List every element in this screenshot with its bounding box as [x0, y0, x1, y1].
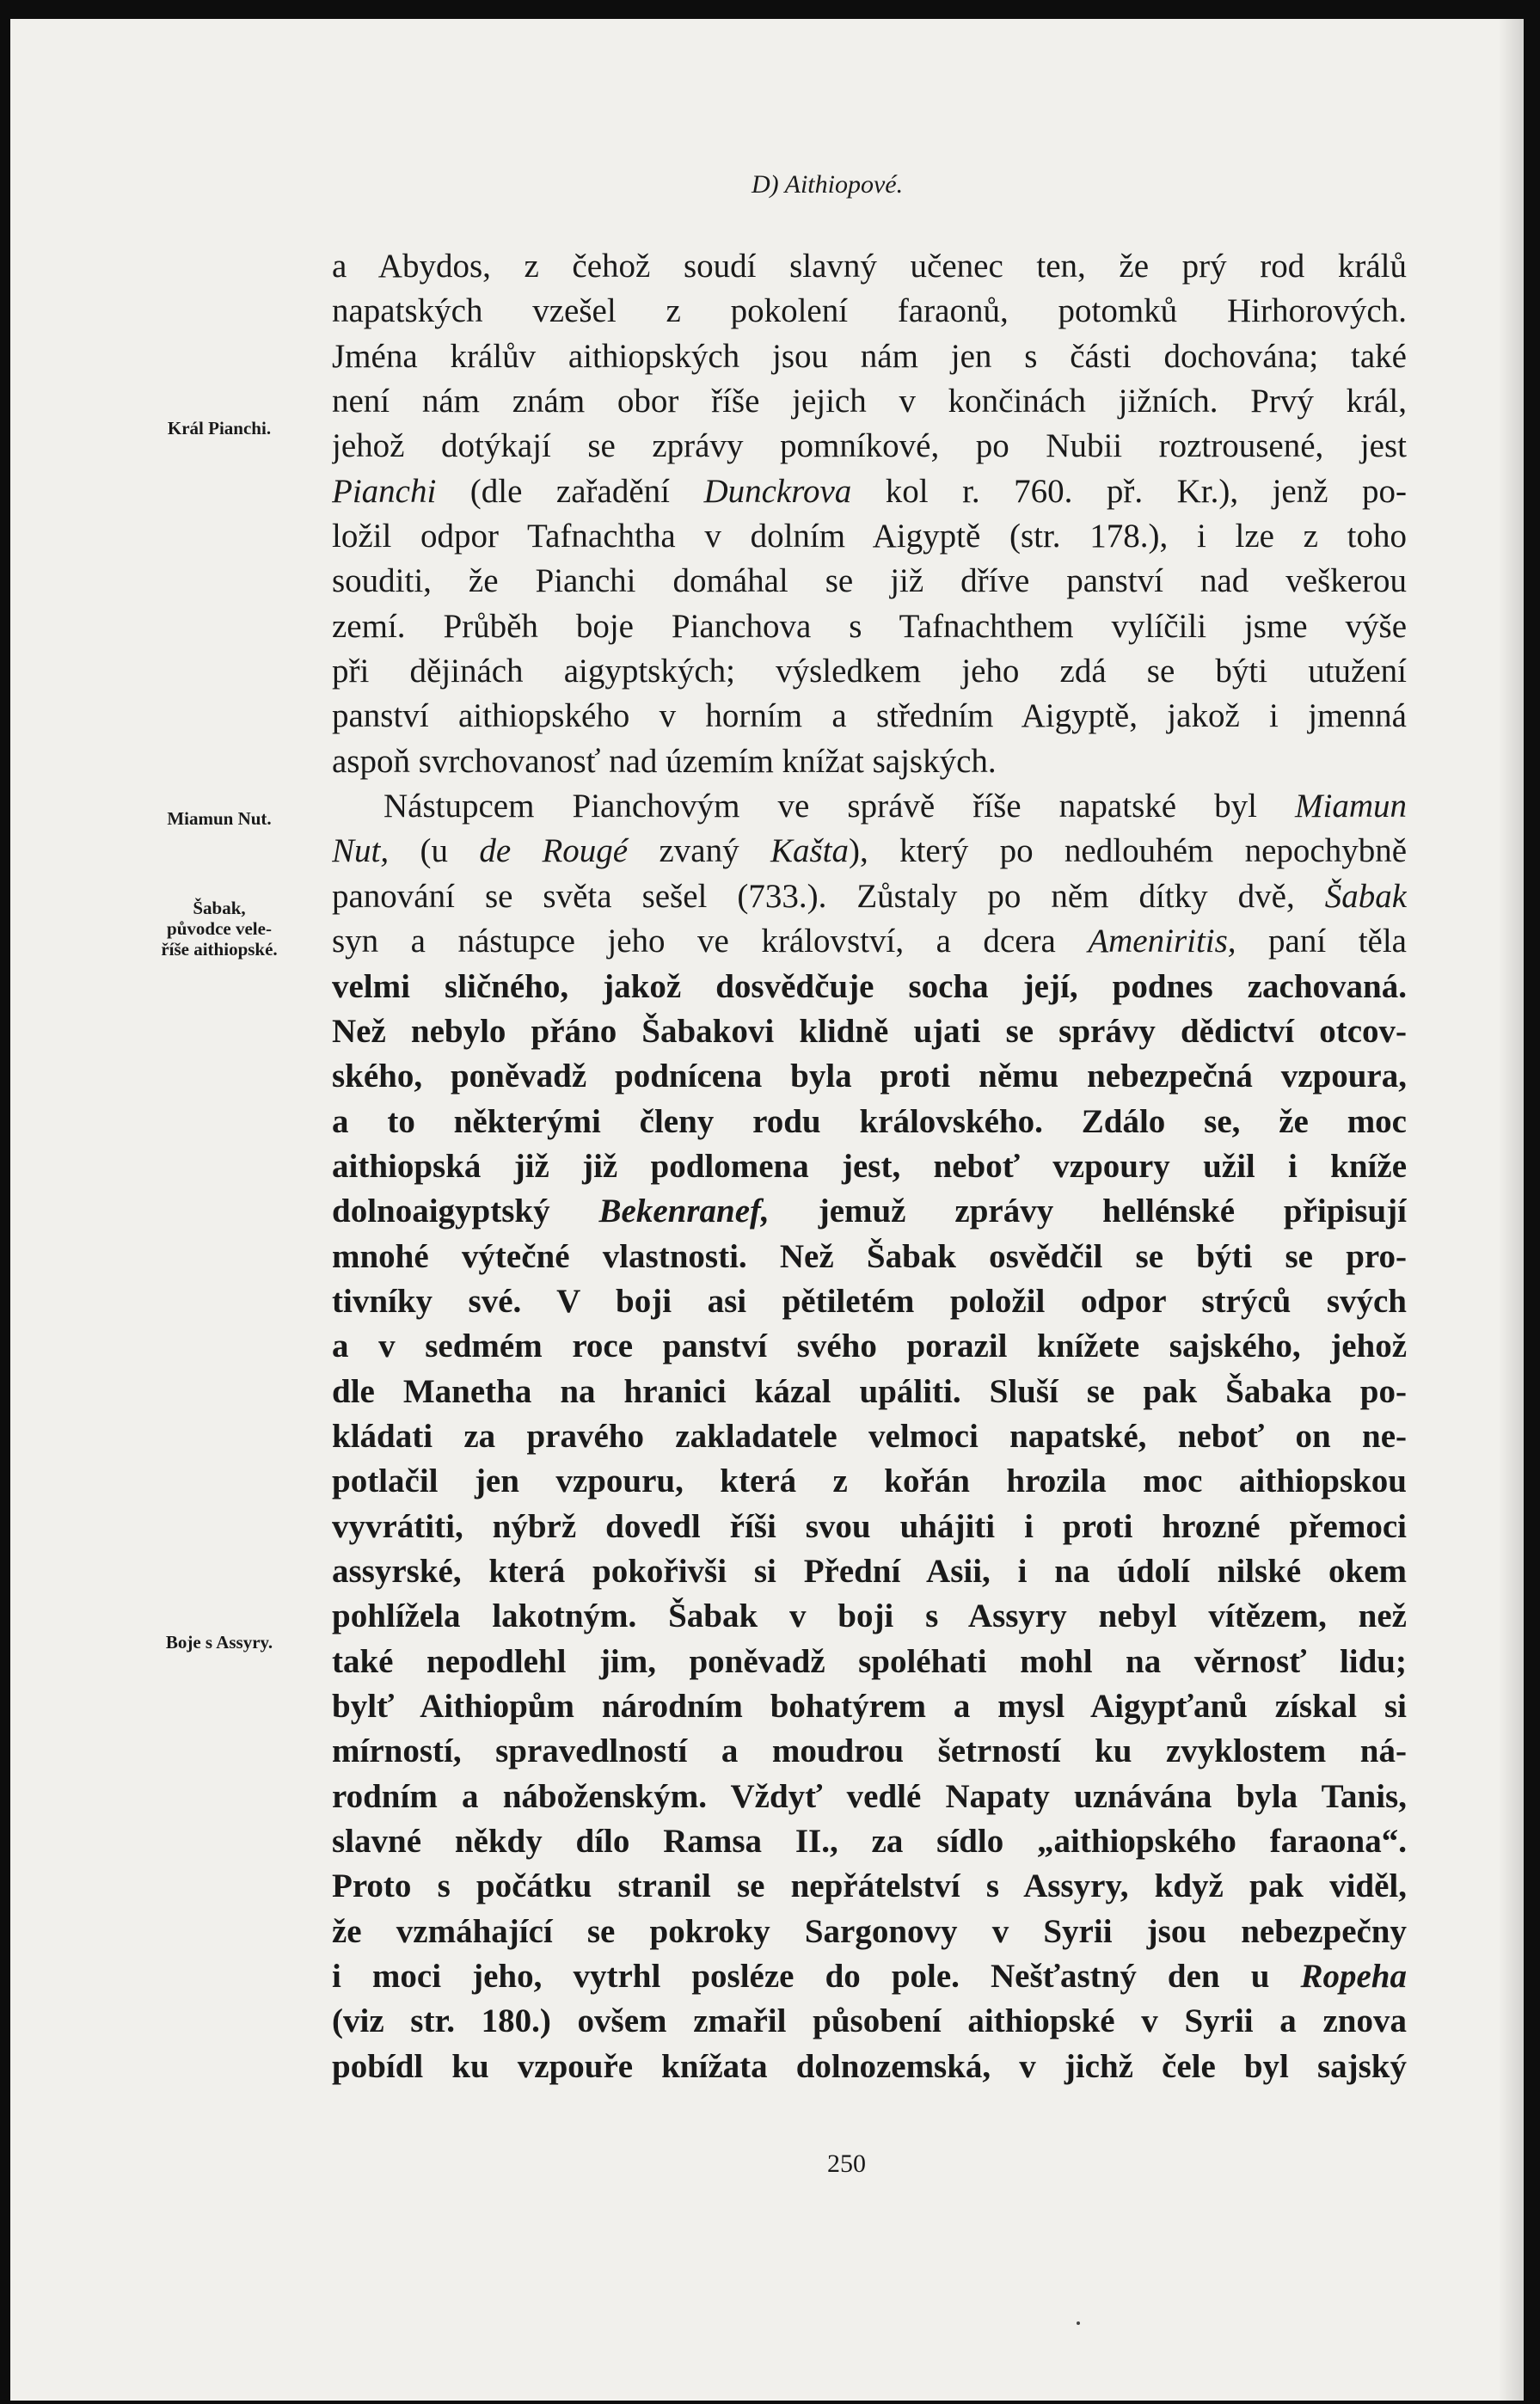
text-line: zemí. Průběh boje Pianchova s Tafnachthem vylíčili jsme výše: [332, 607, 1407, 645]
text-line: bylť Aithiopům národním bohatýrem a mysl Aigypťanů získal si: [332, 1688, 1407, 1725]
text-segment: Pianchi: [332, 472, 437, 510]
text-segment: (dle zařadění: [436, 472, 704, 510]
margin-note-miamun-nut: Miamun Nut.: [167, 808, 272, 829]
text-line: souditi, že Pianchi domáhal se již dříve panství nad veškerou: [332, 562, 1407, 600]
text-line: [332, 1189, 1407, 1234]
text-segment: kol r. 760. př. Kr.), jenž po-: [851, 472, 1407, 510]
text-line: [332, 829, 1407, 874]
text-line: vyvrátiti, nýbrž dovedl říši svou uhájiti i proti hrozné přemoci: [332, 1507, 1407, 1545]
text-segment: panování se světa sešel (733.). Zůstaly po něm dítky dvě,: [332, 877, 1325, 915]
text-line: ložil odpor Tafnachtha v dolním Aigyptě (str. 178.), i lze z toho: [332, 518, 1407, 555]
text-line: mnohé výtečné vlastnosti. Než Šabak osvědčil se býti se pro-: [332, 1237, 1407, 1275]
text-line: Proto s počátku stranil se nepřátelství s Assyry, když pak viděl,: [332, 1867, 1407, 1905]
text-segment: Bekenranef,: [598, 1193, 770, 1230]
text-segment: Šabak: [1324, 877, 1407, 915]
text-line: tivníky své. V boji asi pětiletém položil odpor strýců svých: [332, 1282, 1407, 1320]
text-line: aithiopská již již podlomena jest, neboť vzpoury užil i kníže: [332, 1147, 1407, 1185]
text-segment: (u: [389, 832, 480, 870]
margin-note-kral-pianchi: Král Pianchi.: [167, 418, 272, 438]
margin-note-sabak-line: Šabak,: [193, 898, 246, 918]
text-segment: Nut,: [332, 832, 390, 870]
text-segment: Dunckrova: [703, 472, 852, 510]
text-line: není nám znám obor říše jejich v končinách jižních. Prvý král,: [332, 383, 1407, 420]
text-segment: zvaný: [628, 832, 770, 870]
text-line: Jména králův aithiopských jsou nám jen s části dochována; také: [332, 337, 1407, 375]
text-line: a Abydos, z čehož soudí slavný učenec ten, že prý rod králů: [332, 248, 1407, 285]
text-line: Než nebylo přáno Šabakovi klidně ujati se správy dědictví otcov-: [332, 1012, 1407, 1050]
text-line: [332, 919, 1407, 964]
margin-note-sabak: [138, 898, 301, 960]
text-line: [332, 874, 1407, 919]
text-line: pohlížela lakotným. Šabak v boji s Assyry nebyl vítězem, než: [332, 1598, 1407, 1635]
text-segment: i moci jeho, vytrhl posléze do pole. Nešťastný den u: [332, 1958, 1301, 1996]
text-line: assyrské, která pokořivši si Přední Asii, i na údolí nilské okem: [332, 1552, 1407, 1590]
text-segment: de Rougé: [479, 832, 629, 870]
text-segment: dolnoaigyptský: [332, 1193, 599, 1230]
text-line: a to některými členy rodu královského. Zdálo se, že moc: [332, 1102, 1407, 1140]
text-line: potlačil jen vzpouru, která z kořán hrozila moc aithiopskou: [332, 1463, 1407, 1500]
text-line: rodním a náboženským. Vždyť vedlé Napaty uznávána byla Tanis,: [332, 1777, 1407, 1815]
margin-note-boje: Boje s Assyry.: [165, 1632, 273, 1653]
page-edge-shadow: [1498, 19, 1524, 2401]
main-text: [332, 244, 1407, 2089]
text-line: [332, 469, 1407, 514]
text-segment: Ropeha: [1300, 1958, 1407, 1996]
text-line: a v sedmém roce panství svého porazil knížete sajského, jehož: [332, 1328, 1407, 1365]
text-line: mírností, spravedlností a moudrou šetrností ku zvyklostem ná-: [332, 1732, 1407, 1770]
text-line: že vzmáhající se pokroky Sargonovy v Syrii jsou nebezpečny: [332, 1912, 1407, 1950]
text-line: (viz str. 180.) ovšem zmařil působení aithiopské v Syrii a znova: [332, 2002, 1407, 2040]
text-line: [332, 784, 1407, 829]
text-line: panství aithiopského v horním a středním Aigyptě, jakož i jmenná: [332, 697, 1407, 735]
text-line: napatských vzešel z pokolení faraonů, potomků Hirhorových.: [332, 292, 1407, 330]
book-page: [10, 19, 1524, 2401]
text-line: velmi sličného, jakož dosvědčuje socha její, podnes zachovaná.: [332, 967, 1407, 1005]
text-segment: paní těla: [1236, 923, 1407, 960]
text-line: při dějinách aigyptských; výsledkem jeho zdá se býti utužení: [332, 653, 1407, 690]
text-line: kládati za pravého zakladatele velmoci napatské, neboť on ne-: [332, 1417, 1407, 1455]
margin-note-sabak-line: říše aithiopské.: [161, 939, 278, 960]
text-segment: Ameniritis,: [1088, 923, 1236, 960]
text-line: jehož dotýkají se zprávy pomníkové, po Nubii roztrousené, jest: [332, 427, 1407, 465]
text-segment: Nástupcem Pianchovým ve správě říše napatské byl: [383, 788, 1295, 825]
page-number: 250: [827, 2149, 866, 2178]
text-line: dle Manetha na hranici kázal upáliti. Sluší se pak Šabaka po-: [332, 1372, 1407, 1410]
text-segment: ), který po nedlouhém nepochybně: [849, 832, 1407, 870]
text-line: také nepodlehl jim, poněvadž spoléhati mohl na věrnosť lidu;: [332, 1642, 1407, 1680]
margin-note-sabak-line: původce vele-: [167, 918, 272, 939]
text-line: pobídl ku vzpouře knížata dolnozemská, v jichž čele byl sajský: [332, 2047, 1407, 2085]
text-segment: Kašta: [770, 832, 849, 870]
text-line: [332, 1954, 1407, 1999]
text-segment: Miamun: [1295, 788, 1407, 825]
text-line: ského, poněvadž podnícena byla proti němu nebezpečná vzpoura,: [332, 1058, 1407, 1095]
running-title: D) Aithiopové.: [752, 170, 904, 199]
text-segment: jemuž zprávy hellénské připisují: [769, 1193, 1407, 1230]
text-segment: syn a nástupce jeho ve království, a dcera: [332, 923, 1089, 960]
text-line: aspoň svrchovanosť nad územím knížat sajských.: [332, 742, 997, 780]
text-line: slavné někdy dílo Ramsa II., za sídlo „aithiopského faraona“.: [332, 1823, 1407, 1861]
scan-speck: [1077, 2321, 1080, 2325]
